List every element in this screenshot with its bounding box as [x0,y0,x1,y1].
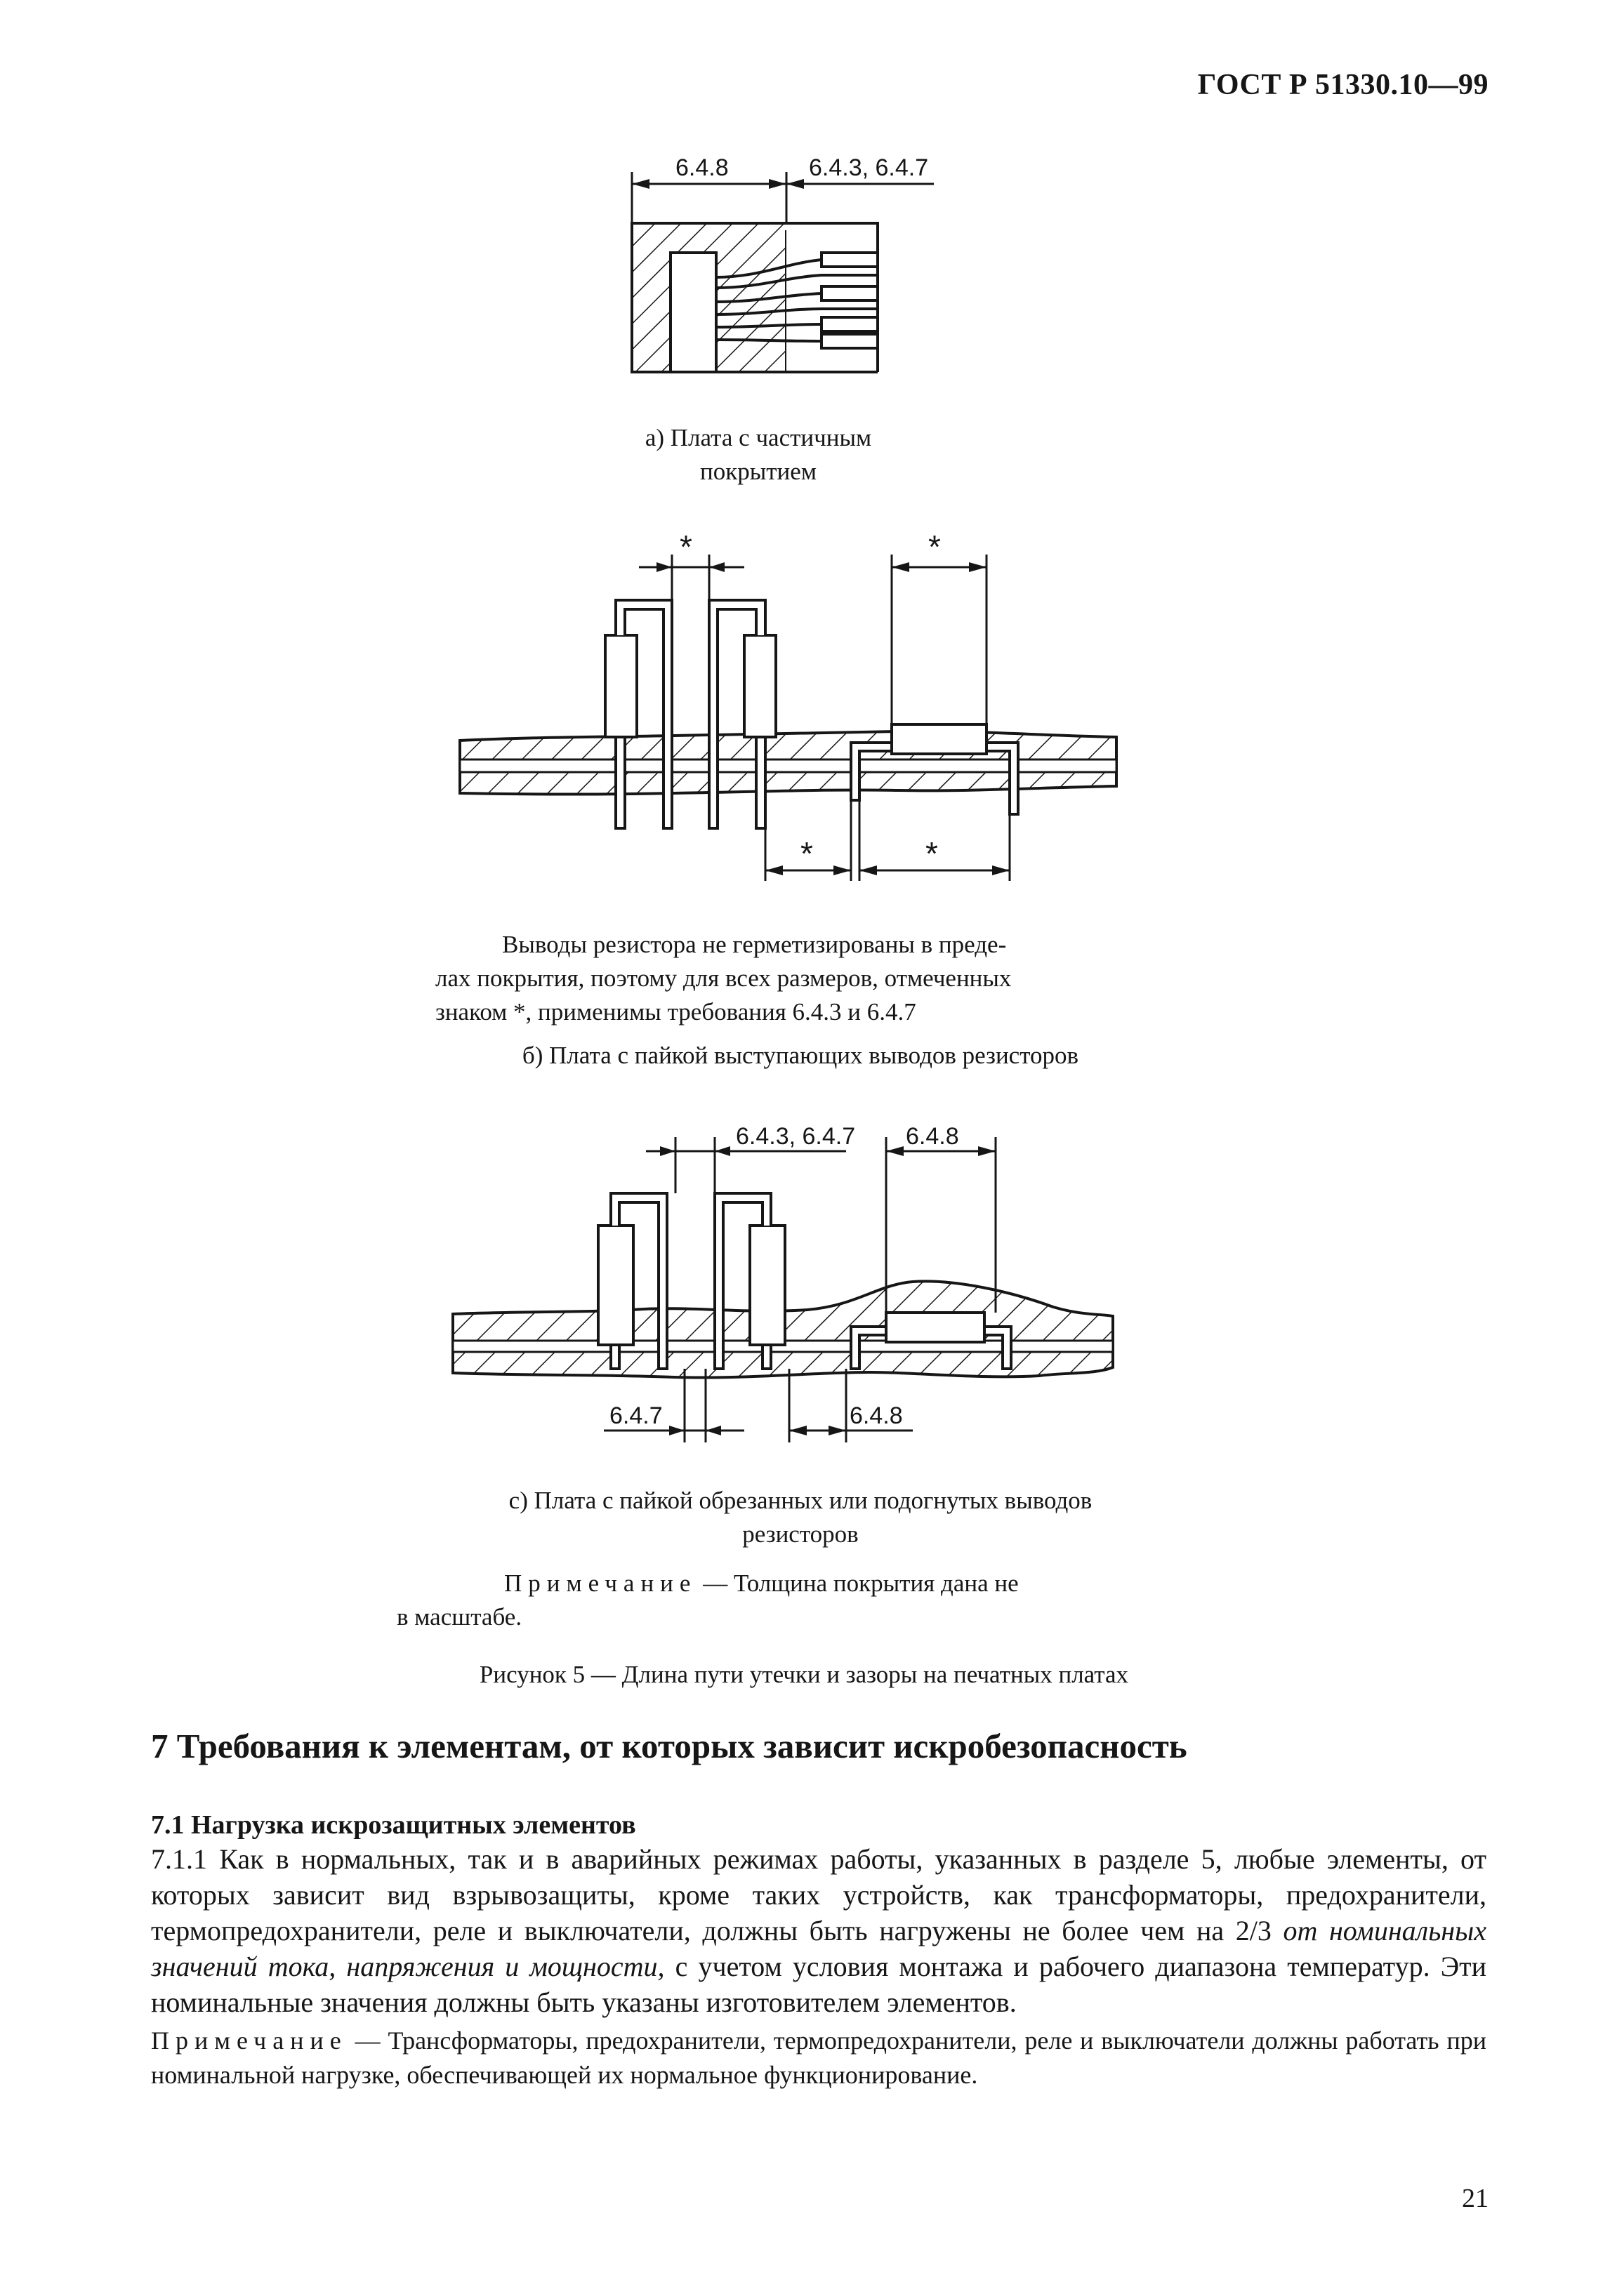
section-note [151,2024,1486,2092]
subsection-heading: 7.1 Нагрузка искрозащитных элементов [151,1810,636,1840]
paragraph-7-1-1 [151,1841,1486,2020]
figure-c-note-rest: — Толщина покрытия дана не [697,1570,1019,1597]
figure-a-label-left: 6.4.8 [675,154,729,181]
figure-a-label-right: 6.4.3, 6.4.7 [809,154,929,181]
figure-b-star-1: * [680,529,692,565]
figure-c-note-prefix: Примечание [504,1570,697,1597]
section-note-text: — Трансформаторы, предохранители, термопредохранители, реле и выключатели должны работать при номинальной нагрузке, обеспечивающей их нормальное функционирование. [151,2026,1486,2089]
figure-a-caption-line2: покрытием [700,458,817,485]
figure-c-note-line1 [504,1567,1206,1600]
figure-c-label-bottom-right: 6.4.8 [850,1402,903,1429]
figure-b-star-2: * [928,529,941,565]
figure-c-label-top-right: 6.4.8 [906,1123,959,1150]
figure-b-star-4: * [925,835,938,872]
figure-c-label-bottom-left: 6.4.7 [609,1402,663,1429]
page-number: 21 [1462,2184,1489,2213]
figure-a-caption-line1: а) Плата с частичным [645,424,872,451]
figure-c-note-line2: в масштабе. [397,1603,522,1631]
figure-b-note-line3: знаком *, применимы требования 6.4.3 и 6.4.7 [435,998,916,1026]
document-header: ГОСТ Р 51330.10—99 [1197,69,1489,101]
section-heading: 7 Требования к элементам, от которых зависит искробезопасность [151,1727,1187,1765]
paragraph-end: с учетом условия монтажа и рабочего диапазона температур. Эти номинальные значения должны быть указаны изготовителем элементов. [151,1951,1486,2018]
figure-title: Рисунок 5 — Длина пути утечки и зазоры на печатных платах [479,1661,1129,1688]
figure-c-caption-line2: резисторов [742,1520,859,1548]
figure-c-board [453,1137,1113,1442]
figure-b-star-3: * [800,835,813,872]
section-note-prefix: Примечание [151,2026,348,2055]
paragraph-italic: от номинальных значений тока, напряжения и мощности, [151,1915,1486,1982]
figure-b-note-line2: лах покрытия, поэтому для всех размеров, отмеченных [435,964,1012,992]
figure-c-caption-line1: с) Плата с пайкой обрезанных или подогнутых выводов [508,1487,1093,1514]
figure-b-caption: б) Плата с пайкой выступающих выводов резисторов [522,1042,1079,1069]
figure-c-label-top-left: 6.4.3, 6.4.7 [736,1123,856,1150]
figure-b-note-line1: Выводы резистора не герметизированы в преде- [502,931,1007,958]
paragraph-start: 7.1.1 Как в нормальных, так и в аварийных режимах работы, указанных в разделе 5, любые элементы, от которых зависит вид взрывозащиты, кроме таких устройств, как трансформаторы, предохранители, термопредохранители, реле и выключатели, должны быть нагружены не более чем на 2/3 [151,1843,1486,1946]
